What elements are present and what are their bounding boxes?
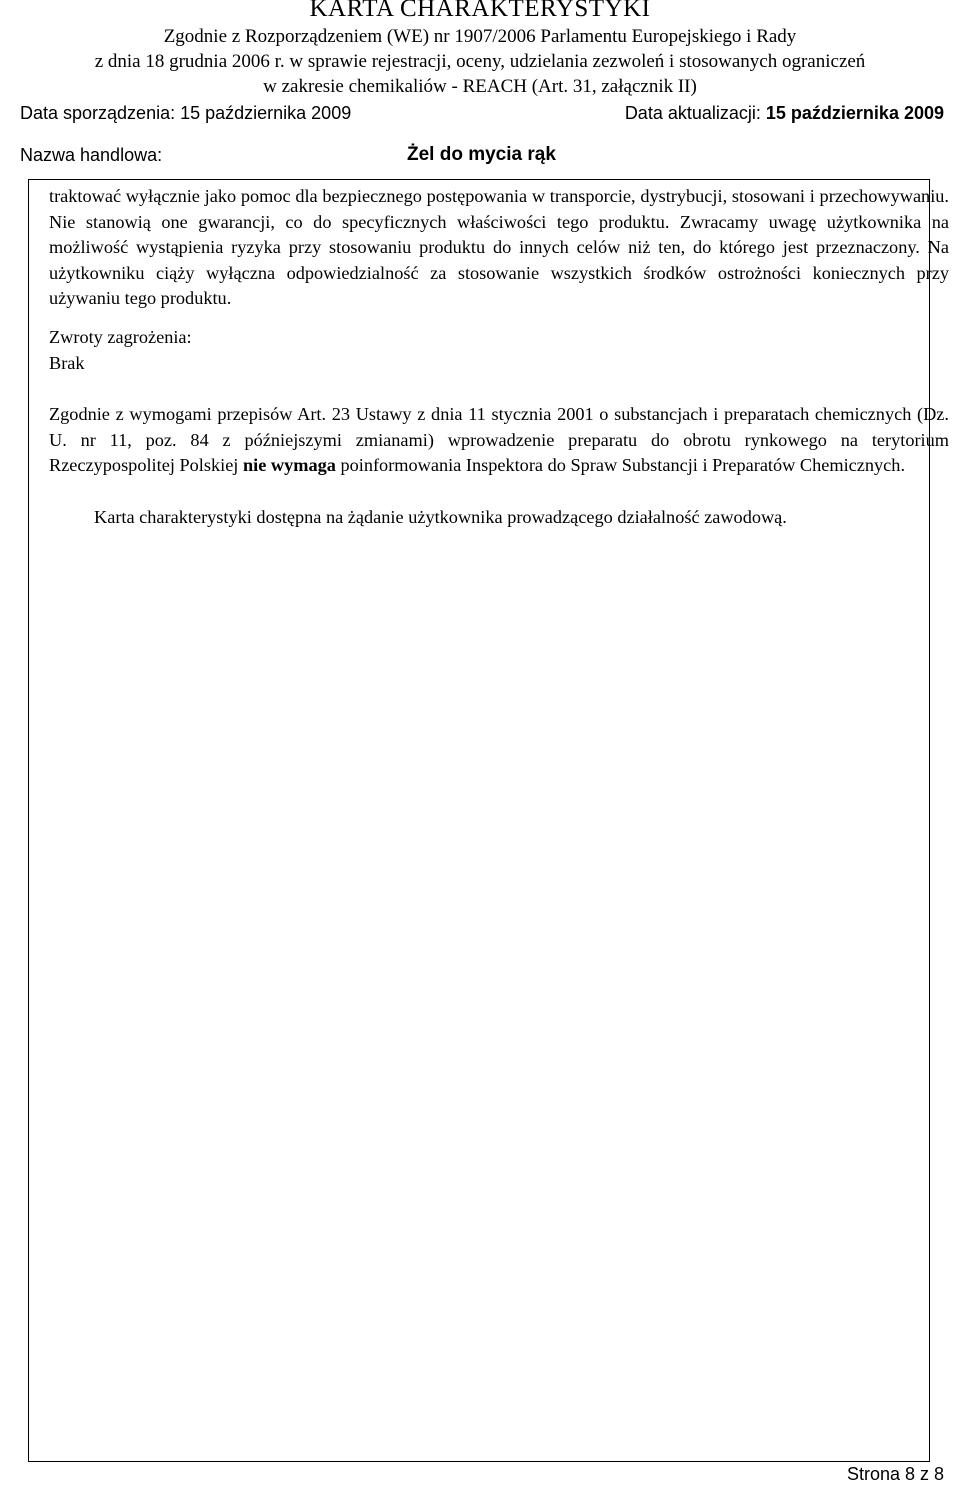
dates-row <box>14 100 946 126</box>
regulation-line-1: Zgodnie z Rozporządzeniem (WE) nr 1907/2006 Parlamentu Europejskiego i Rady <box>163 26 797 47</box>
updated-date <box>625 100 944 126</box>
disclaimer-paragraph: traktować wyłącznie jako pomoc dla bezpiecznego postępowania w transporcie, dystrybucji, stosowani i przechowywaniu. Nie stanowią one gwarancji, co do specyficznych właściwości tego produktu. Zwracamy uwagę użytkownika na możliwość wystąpienia ryzyka przy stosowaniu produktu do innych celów niż ten, do którego jest przeznaczony. Na użytkowniku ciąży wyłączna odpowiedzialność za stosowanie wszystkich środków ostrożności koniecznych przy używaniu tego produktu. <box>49 186 949 309</box>
legal-text-emphasis: nie wymaga <box>242 455 336 476</box>
regulation-line-2: z dnia 18 grudnia 2006 r. w sprawie rejestracji, oceny, udzielania zezwoleń i stosowanych ograniczeń <box>94 51 866 72</box>
hazard-heading: Zwroty zagrożenia: <box>49 326 192 347</box>
document-header <box>14 0 946 126</box>
prepared-date: Data sporządzenia: 15 października 2009 <box>20 103 352 123</box>
legal-paragraph <box>49 402 949 479</box>
document-title: KARTA CHARAKTERYSTYKI <box>309 0 651 22</box>
hazard-value: Brak <box>49 352 85 373</box>
content-body <box>49 184 949 531</box>
legal-text-a: Zgodnie z wymogami przepisów Art. 23 Ustawy z dnia 11 stycznia 2001 o substancjach i preparatach chemicznych (Dz. U. nr 11, poz. 84 z późniejszymi zmianami) wprowadzenie preparatu do obrotu rynkowego na terytorium Rzeczypospolitej Polskiej <box>49 404 949 476</box>
legal-text-b: poinformowania Inspektora do Spraw Substancji i Preparatów Chemicznych. <box>335 455 906 476</box>
updated-date-label: Data aktualizacji: <box>624 103 766 123</box>
regulation-line-3: w zakresie chemikaliów - REACH (Art. 31, załącznik II) <box>263 76 697 97</box>
page-number: Strona 8 z 8 <box>846 1464 944 1484</box>
updated-date-value: 15 października 2009 <box>765 103 944 123</box>
availability-note: Karta charakterystyki dostępna na żądanie użytkownika prowadzącego działalność zawodową. <box>94 506 787 527</box>
trade-name-label: Nazwa handlowa: <box>20 145 163 165</box>
trade-name-value: Żel do mycia rąk <box>407 144 556 165</box>
